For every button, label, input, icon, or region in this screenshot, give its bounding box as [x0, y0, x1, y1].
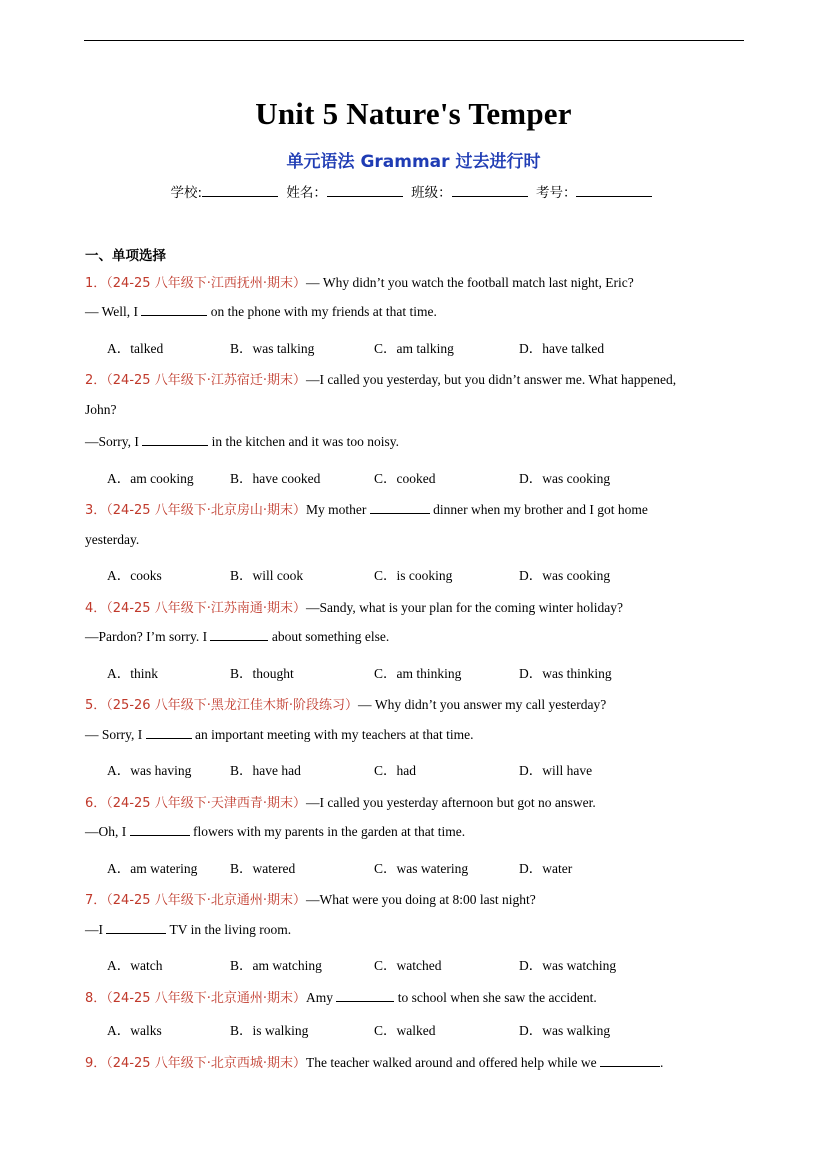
answer-option[interactable]: C．was watering — [374, 861, 469, 876]
question-line — [85, 402, 117, 418]
answer-blank[interactable] — [210, 629, 268, 641]
answer-option[interactable]: A．think — [107, 666, 159, 681]
question-text: to school when she saw the accident. — [394, 990, 597, 1005]
answer-blank[interactable] — [106, 922, 166, 934]
question-number: 3． — [85, 503, 107, 518]
answer-option[interactable]: C．am talking — [374, 341, 454, 356]
page-subtitle: 单元语法 Grammar 过去进行时 — [286, 152, 541, 172]
answer-option[interactable]: C．watched — [374, 958, 442, 973]
answer-option[interactable]: C．cooked — [374, 471, 436, 486]
answer-option[interactable]: D．water — [519, 861, 573, 876]
question-text: Amy — [305, 990, 337, 1005]
question-source: （24-25 八年级下·江苏宿迁·期末） — [106, 373, 306, 388]
question-line — [85, 987, 597, 1006]
answer-option[interactable]: A．watch — [107, 958, 163, 973]
question-text: My mother — [305, 502, 370, 517]
question-text: dinner when my brother and I got home — [429, 502, 648, 517]
answer-option[interactable]: B．thought — [230, 666, 294, 681]
question-number: 6． — [85, 796, 107, 811]
answer-option[interactable]: D．was cooking — [519, 568, 611, 583]
header-rule — [84, 40, 744, 41]
question-line — [85, 434, 399, 450]
answer-option[interactable]: A．walks — [107, 1023, 162, 1038]
question-text: — Sorry, I — [85, 727, 146, 742]
question-line — [85, 694, 606, 713]
question-source: （24-25 八年级下·北京通州·期末） — [106, 893, 306, 908]
question-line — [85, 272, 634, 291]
question-text: flowers with my parents in the garden at that time. — [189, 824, 466, 839]
question-number: 5． — [85, 698, 107, 713]
question-number: 2． — [85, 373, 107, 388]
question-text: on the phone with my friends at that time. — [207, 304, 437, 319]
student-info-line — [0, 181, 827, 201]
question-source: （24-25 八年级下·江西抚州·期末） — [106, 276, 306, 291]
answer-option[interactable]: C．am thinking — [374, 666, 462, 681]
question-line — [85, 792, 596, 811]
answer-option[interactable]: B．have had — [230, 763, 301, 778]
answer-option[interactable]: D．was watching — [519, 958, 617, 973]
answer-option[interactable]: B．watered — [230, 861, 296, 876]
question-number: 9． — [85, 1056, 107, 1071]
class-label: 班级： — [411, 185, 452, 201]
school-label: 学校: — [170, 185, 203, 201]
question-text: —Oh, I — [85, 824, 130, 839]
answer-option[interactable]: B．will cook — [230, 568, 304, 583]
question-text: —I called you yesterday afternoon but got no answer. — [305, 795, 596, 810]
answer-blank[interactable] — [600, 1055, 660, 1067]
answer-blank[interactable] — [370, 502, 430, 514]
question-text: TV in the living room. — [166, 922, 292, 937]
name-label: 姓名： — [286, 185, 327, 201]
answer-option[interactable]: A．was having — [107, 763, 192, 778]
answer-option[interactable]: A．cooks — [107, 568, 162, 583]
question-line — [85, 304, 437, 320]
answer-option[interactable]: D．was walking — [519, 1023, 611, 1038]
question-text: in the kitchen and it was too noisy. — [208, 434, 399, 449]
question-text: — Why didn’t you answer my call yesterday? — [357, 697, 607, 712]
answer-option[interactable]: A．talked — [107, 341, 164, 356]
question-line — [85, 499, 648, 518]
answer-option[interactable]: D．have talked — [519, 341, 605, 356]
answer-option[interactable]: C．had — [374, 763, 416, 778]
question-number: 8． — [85, 991, 107, 1006]
answer-option[interactable]: A．am cooking — [107, 471, 194, 486]
question-line — [85, 369, 676, 388]
answer-blank[interactable] — [142, 434, 208, 446]
question-text: —I called you yesterday, but you didn’t answer me. What happened, — [305, 372, 677, 387]
answer-option[interactable]: B．is walking — [230, 1023, 309, 1038]
page-title: Unit 5 Nature's Temper — [255, 96, 572, 131]
answer-blank[interactable] — [146, 727, 192, 739]
answer-option[interactable]: B．am watching — [230, 958, 322, 973]
question-text: The teacher walked around and offered help while we — [305, 1055, 600, 1070]
question-text: —Sandy, what is your plan for the coming winter holiday? — [305, 600, 624, 615]
question-line — [85, 922, 291, 938]
answer-option[interactable]: B．have cooked — [230, 471, 321, 486]
school-blank[interactable] — [202, 184, 278, 197]
answer-blank[interactable] — [130, 824, 190, 836]
question-line — [85, 597, 623, 616]
answer-option[interactable]: D．was thinking — [519, 666, 612, 681]
exam-number-label: 考号： — [535, 185, 577, 201]
question-source: （24-25 八年级下·江苏南通·期末） — [106, 601, 306, 616]
question-text: —Sorry, I — [85, 434, 143, 449]
question-line — [85, 727, 474, 743]
exam-number-blank[interactable] — [576, 184, 652, 197]
answer-option[interactable]: C．walked — [374, 1023, 436, 1038]
answer-option[interactable]: C．is cooking — [374, 568, 453, 583]
question-line — [85, 629, 389, 645]
question-source: （24-25 八年级下·北京通州·期末） — [106, 991, 306, 1006]
answer-option[interactable]: A．am watering — [107, 861, 198, 876]
section-title: 一、单项选择 — [85, 248, 166, 264]
question-number: 4． — [85, 601, 107, 616]
question-text: — Why didn’t you watch the football match last night, Eric? — [305, 275, 634, 290]
name-blank[interactable] — [327, 184, 403, 197]
question-source: （25-26 八年级下·黑龙江佳木斯·阶段练习） — [106, 698, 358, 713]
question-text: —Pardon? I’m sorry. I — [85, 629, 211, 644]
class-blank[interactable] — [452, 184, 528, 197]
question-number: 1． — [85, 276, 107, 291]
answer-option[interactable]: B．was talking — [230, 341, 315, 356]
question-line — [85, 824, 465, 840]
question-text: an important meeting with my teachers at that time. — [191, 727, 474, 742]
question-line — [85, 532, 139, 548]
answer-option[interactable]: D．will have — [519, 763, 593, 778]
question-text: yesterday. — [85, 532, 140, 547]
question-text: —What were you doing at 8:00 last night? — [305, 892, 536, 907]
question-line — [85, 889, 536, 908]
answer-blank[interactable] — [141, 304, 207, 316]
question-source: （24-25 八年级下·北京房山·期末） — [106, 503, 306, 518]
answer-option[interactable]: D．was cooking — [519, 471, 611, 486]
question-text: John? — [85, 402, 117, 417]
question-text: about something else. — [268, 629, 390, 644]
question-line — [85, 1052, 663, 1071]
question-text: —I — [85, 922, 107, 937]
question-text: — Well, I — [85, 304, 142, 319]
answer-blank[interactable] — [336, 990, 394, 1002]
question-source: （24-25 八年级下·北京西城·期末） — [106, 1056, 306, 1071]
question-number: 7． — [85, 893, 107, 908]
question-text: . — [659, 1055, 664, 1070]
question-source: （24-25 八年级下·天津西青·期末） — [106, 796, 306, 811]
